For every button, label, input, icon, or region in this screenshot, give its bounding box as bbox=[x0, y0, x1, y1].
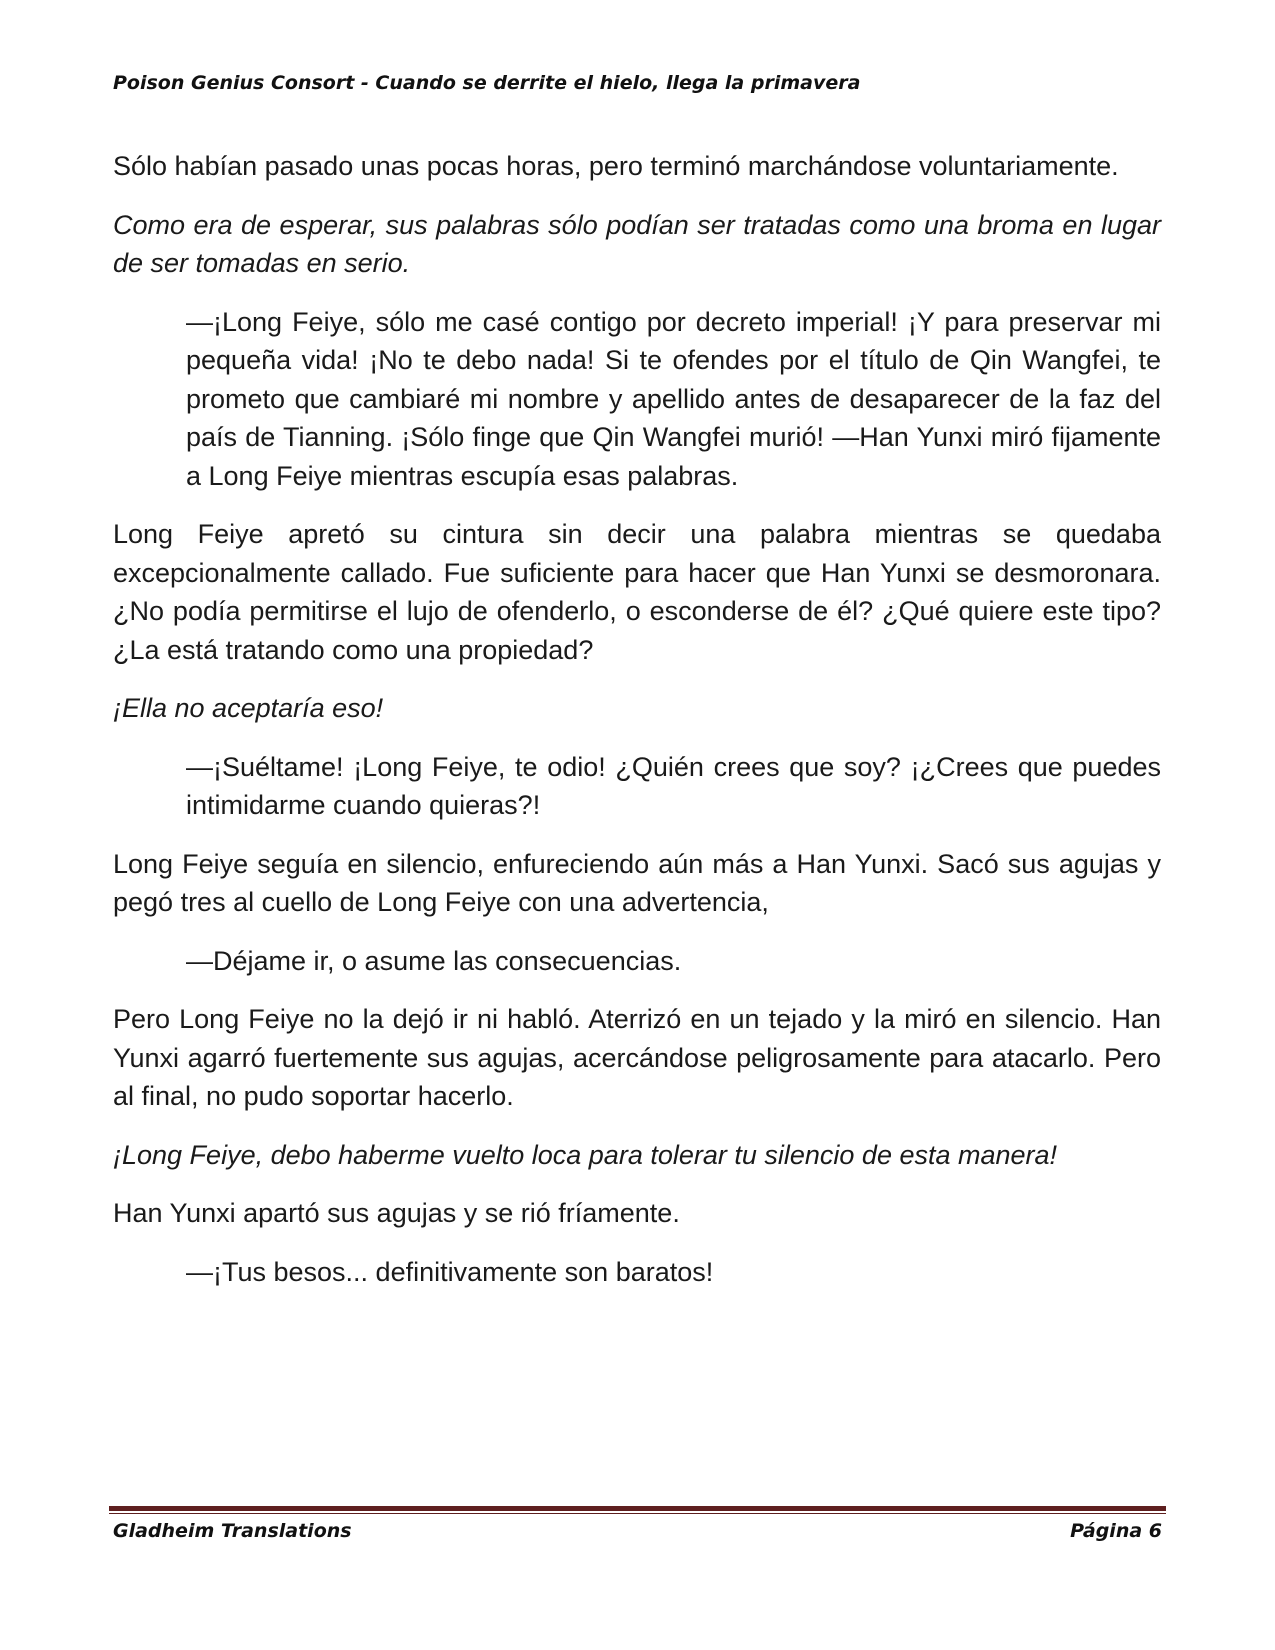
document-body bbox=[113, 147, 1161, 1311]
paragraph: Sólo habían pasado unas pocas horas, pero terminó marchándose voluntariamente. bbox=[113, 151, 1119, 181]
page-header-title: Poison Genius Consort - Cuando se derrite el hielo, llega la primavera bbox=[113, 72, 861, 94]
footer-divider-thin bbox=[109, 1513, 1166, 1514]
page-number: Página 6 bbox=[1070, 1520, 1162, 1542]
paragraph: Pero Long Feiye no la dejó ir ni habló. Aterrizó en un tejado y la miró en silencio. Han Yunxi agarró fuertemente sus agujas, acercándose peligrosamente para atacarlo. Pero al final, no pudo soportar hacerlo. bbox=[113, 1004, 1161, 1111]
paragraph-italic: ¡Ella no aceptaría eso! bbox=[113, 693, 384, 723]
dialogue-paragraph: —¡Suéltame! ¡Long Feiye, te odio! ¿Quién crees que soy? ¡¿Crees que puedes intimidarme cuando quieras?! bbox=[186, 751, 1161, 820]
paragraph: Long Feiye apretó su cintura sin decir una palabra mientras se quedaba excepcionalmente callado. Fue suficiente para hacer que Han Yunxi se desmoronara. ¿No podía permitirse el lujo de ofenderlo, o esconderse de él? ¿Qué quiere este tipo? ¿La está tratando como una propiedad? bbox=[113, 519, 1161, 665]
dialogue-paragraph: —¡Tus besos... definitivamente son baratos! bbox=[186, 1256, 714, 1287]
paragraph: Han Yunxi apartó sus agujas y se rió fríamente. bbox=[113, 1198, 680, 1228]
paragraph: Long Feiye seguía en silencio, enfureciendo aún más a Han Yunxi. Sacó sus agujas y pegó tres al cuello de Long Feiye con una advertencia, bbox=[113, 848, 1161, 917]
footer-publisher: Gladheim Translations bbox=[113, 1520, 352, 1542]
paragraph-italic: Como era de esperar, sus palabras sólo podían ser tratadas como una broma en lugar de ser tomadas en serio. bbox=[113, 209, 1161, 278]
dialogue-paragraph: —Déjame ir, o asume las consecuencias. bbox=[186, 945, 682, 976]
footer-divider bbox=[109, 1506, 1166, 1511]
dialogue-paragraph: —¡Long Feiye, sólo me casé contigo por decreto imperial! ¡Y para preservar mi pequeña vida! ¡No te debo nada! Si te ofendes por el título de Qin Wangfei, te prometo que cambiaré mi nombre y apellido antes de desaparecer de la faz del país de Tianning. ¡Sólo finge que Qin Wangfei murió! —Han Yunxi miró fijamente a Long Feiye mientras escupía esas palabras. bbox=[186, 306, 1161, 491]
paragraph-italic: ¡Long Feiye, debo haberme vuelto loca para tolerar tu silencio de esta manera! bbox=[113, 1139, 1058, 1170]
